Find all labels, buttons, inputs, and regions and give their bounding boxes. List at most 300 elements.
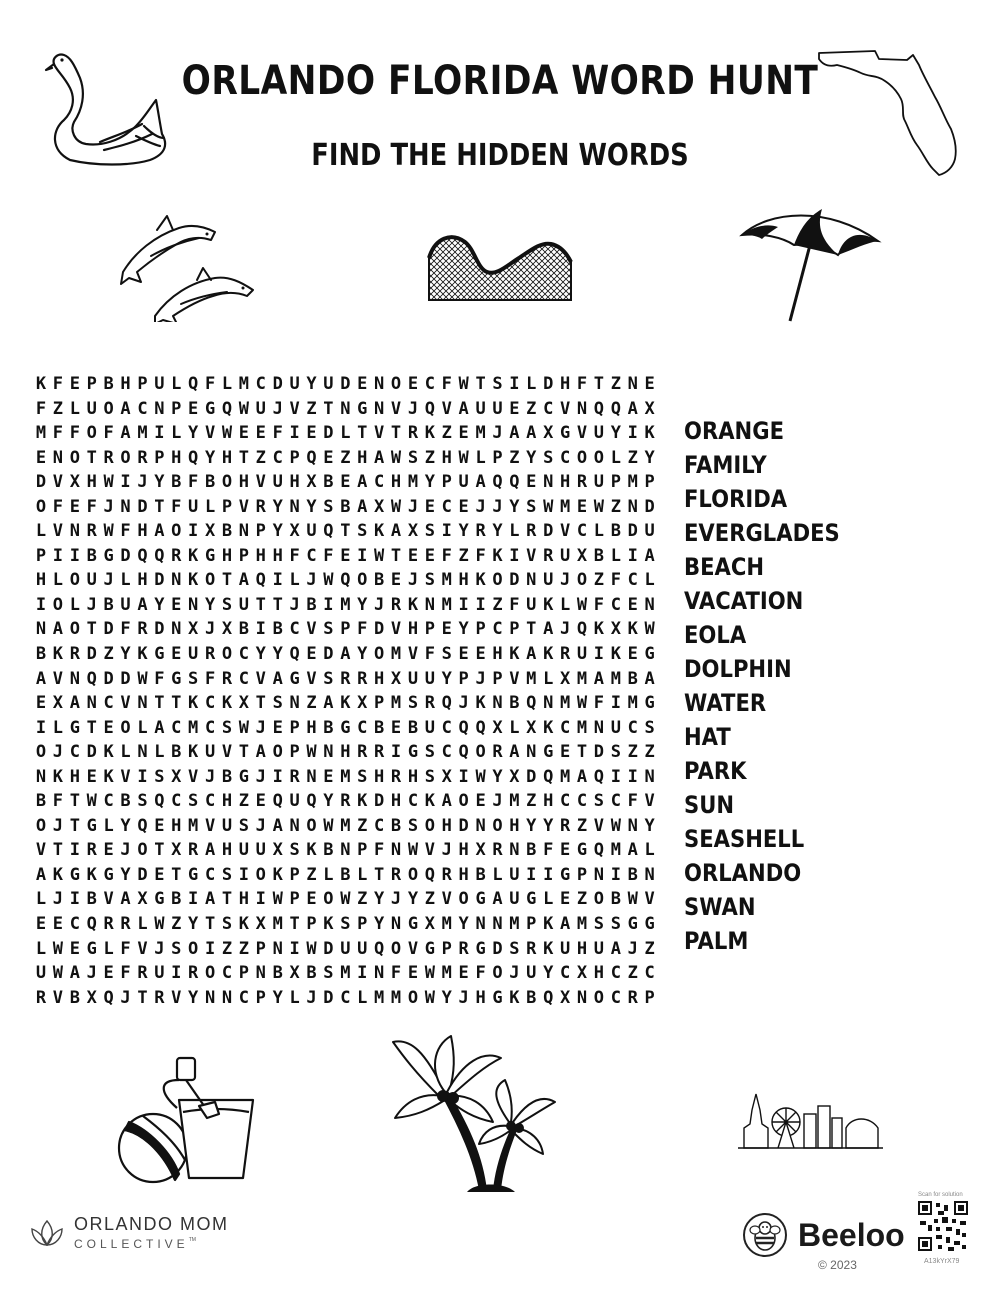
grid-letter[interactable]: F — [593, 693, 605, 714]
grid-letter[interactable]: C — [610, 594, 621, 615]
grid-letter[interactable]: X — [374, 496, 385, 517]
grid-letter[interactable]: H — [137, 570, 148, 591]
grid-letter[interactable]: Z — [306, 864, 317, 885]
grid-letter[interactable]: K — [188, 742, 199, 763]
grid-letter[interactable]: P — [492, 668, 503, 689]
grid-letter[interactable]: A — [154, 521, 165, 542]
grid-letter[interactable]: S — [492, 374, 503, 394]
grid-letter[interactable]: D — [120, 668, 131, 689]
grid-letter[interactable]: G — [475, 938, 486, 959]
grid-letter[interactable]: P — [255, 521, 266, 542]
grid-letter[interactable]: N — [627, 496, 638, 517]
grid-letter[interactable]: D — [154, 619, 165, 640]
grid-letter[interactable]: E — [103, 963, 114, 984]
grid-letter[interactable]: J — [492, 791, 503, 812]
grid-letter[interactable]: Q — [526, 693, 537, 714]
grid-letter[interactable]: R — [390, 594, 402, 615]
grid-letter[interactable]: Y — [272, 496, 283, 517]
grid-letter[interactable]: F — [120, 619, 131, 640]
grid-letter[interactable]: F — [441, 545, 452, 566]
grid-letter[interactable]: U — [526, 963, 537, 984]
grid-letter[interactable]: W — [644, 619, 655, 640]
grid-letter[interactable]: K — [52, 766, 64, 787]
grid-letter[interactable]: E — [69, 938, 80, 959]
grid-letter[interactable]: C — [340, 987, 351, 1008]
grid-letter[interactable]: C — [559, 963, 571, 984]
grid-letter[interactable]: O — [390, 374, 402, 394]
grid-letter[interactable]: N — [374, 374, 385, 394]
grid-letter[interactable]: N — [35, 619, 47, 640]
grid-letter[interactable]: K — [509, 644, 520, 665]
grid-letter[interactable]: Z — [255, 447, 266, 468]
grid-letter[interactable]: Y — [154, 594, 165, 615]
grid-letter[interactable]: A — [509, 423, 520, 444]
grid-letter[interactable]: I — [154, 423, 165, 444]
grid-letter[interactable]: F — [441, 374, 452, 394]
grid-letter[interactable]: Y — [188, 987, 199, 1008]
grid-letter[interactable]: U — [424, 717, 435, 738]
grid-letter[interactable]: E — [52, 914, 64, 935]
grid-letter[interactable]: V — [509, 668, 520, 689]
grid-letter[interactable]: A — [374, 447, 385, 468]
grid-letter[interactable]: D — [340, 374, 351, 394]
grid-letter[interactable]: H — [357, 447, 368, 468]
grid-letter[interactable]: I — [441, 521, 452, 542]
grid-letter[interactable]: N — [255, 963, 266, 984]
grid-letter[interactable]: E — [644, 374, 655, 394]
grid-letter[interactable]: X — [52, 693, 64, 714]
grid-letter[interactable]: D — [154, 570, 165, 591]
grid-letter[interactable]: T — [204, 914, 216, 935]
grid-letter[interactable]: G — [188, 864, 199, 885]
grid-letter[interactable]: B — [340, 496, 351, 517]
grid-letter[interactable]: G — [644, 914, 655, 935]
grid-letter[interactable]: J — [86, 594, 97, 615]
grid-letter[interactable]: X — [171, 840, 182, 861]
grid-letter[interactable]: N — [306, 766, 317, 787]
grid-letter[interactable]: T — [272, 594, 283, 615]
grid-letter[interactable]: S — [238, 815, 249, 836]
grid-letter[interactable]: P — [610, 472, 621, 493]
grid-letter[interactable]: Z — [526, 791, 537, 812]
grid-letter[interactable]: E — [306, 644, 317, 665]
grid-letter[interactable]: T — [137, 987, 148, 1008]
grid-letter[interactable]: R — [475, 521, 486, 542]
grid-letter[interactable]: Y — [154, 472, 165, 493]
grid-letter[interactable]: X — [86, 987, 97, 1008]
grid-letter[interactable]: S — [289, 840, 300, 861]
grid-letter[interactable]: Q — [424, 398, 435, 419]
grid-letter[interactable]: G — [154, 644, 165, 665]
grid-letter[interactable]: D — [627, 521, 638, 542]
grid-letter[interactable]: P — [644, 987, 655, 1008]
grid-letter[interactable]: K — [52, 644, 64, 665]
grid-letter[interactable]: M — [407, 472, 419, 493]
grid-letter[interactable]: Y — [644, 447, 655, 468]
grid-letter[interactable]: C — [103, 693, 114, 714]
grid-letter[interactable]: E — [171, 644, 182, 665]
grid-letter[interactable]: Z — [610, 496, 621, 517]
grid-letter[interactable]: C — [559, 447, 571, 468]
grid-letter[interactable]: V — [255, 668, 266, 689]
grid-letter[interactable]: Q — [593, 398, 605, 419]
grid-letter[interactable]: N — [526, 570, 537, 591]
grid-letter[interactable]: G — [204, 545, 216, 566]
grid-letter[interactable]: U — [188, 496, 199, 517]
grid-letter[interactable]: Z — [644, 742, 655, 763]
grid-letter[interactable]: C — [103, 791, 114, 812]
grid-letter[interactable]: S — [644, 717, 655, 738]
grid-letter[interactable]: X — [272, 840, 283, 861]
grid-letter[interactable]: N — [374, 398, 385, 419]
grid-letter[interactable]: G — [576, 840, 588, 861]
grid-letter[interactable]: K — [188, 570, 199, 591]
grid-letter[interactable]: L — [289, 570, 300, 591]
grid-letter[interactable]: Q — [137, 815, 148, 836]
grid-letter[interactable]: H — [593, 963, 605, 984]
grid-letter[interactable]: O — [188, 938, 199, 959]
grid-letter[interactable]: B — [272, 963, 283, 984]
grid-letter[interactable]: K — [323, 914, 334, 935]
grid-letter[interactable]: P — [238, 545, 249, 566]
grid-letter[interactable]: Y — [357, 644, 368, 665]
grid-letter[interactable]: R — [69, 644, 80, 665]
grid-letter[interactable]: P — [238, 963, 249, 984]
grid-letter[interactable]: U — [559, 545, 571, 566]
grid-letter[interactable]: Z — [441, 423, 452, 444]
grid-letter[interactable]: A — [627, 840, 638, 861]
grid-letter[interactable]: B — [69, 987, 80, 1008]
grid-letter[interactable]: M — [272, 914, 283, 935]
grid-letter[interactable]: H — [390, 472, 402, 493]
grid-letter[interactable]: A — [610, 938, 621, 959]
grid-letter[interactable]: A — [576, 766, 588, 787]
grid-letter[interactable]: J — [559, 570, 571, 591]
grid-letter[interactable]: Z — [221, 938, 233, 959]
grid-letter[interactable]: I — [357, 545, 368, 566]
grid-letter[interactable]: O — [137, 840, 148, 861]
grid-letter[interactable]: U — [204, 742, 216, 763]
grid-letter[interactable]: E — [340, 545, 351, 566]
grid-letter[interactable]: G — [492, 987, 503, 1008]
grid-letter[interactable]: C — [610, 791, 621, 812]
grid-letter[interactable]: C — [204, 693, 216, 714]
grid-letter[interactable]: F — [627, 791, 638, 812]
grid-letter[interactable]: N — [188, 594, 199, 615]
grid-letter[interactable]: T — [526, 619, 537, 640]
grid-letter[interactable]: E — [86, 766, 97, 787]
grid-letter[interactable]: X — [441, 766, 452, 787]
grid-letter[interactable]: H — [475, 987, 486, 1008]
grid-letter[interactable]: S — [221, 594, 233, 615]
grid-letter[interactable]: R — [154, 987, 165, 1008]
grid-letter[interactable]: R — [374, 742, 385, 763]
grid-letter[interactable]: A — [272, 668, 283, 689]
grid-letter[interactable]: A — [120, 889, 131, 910]
grid-letter[interactable]: Z — [576, 889, 588, 910]
grid-letter[interactable]: R — [458, 938, 469, 959]
grid-letter[interactable]: D — [644, 496, 655, 517]
grid-letter[interactable]: L — [340, 423, 351, 444]
grid-letter[interactable]: F — [475, 545, 486, 566]
grid-letter[interactable]: U — [509, 889, 520, 910]
grid-letter[interactable]: A — [69, 693, 80, 714]
grid-letter[interactable]: X — [559, 668, 571, 689]
grid-letter[interactable]: S — [407, 693, 419, 714]
grid-letter[interactable]: I — [323, 594, 334, 615]
grid-letter[interactable]: O — [593, 889, 605, 910]
grid-letter[interactable]: V — [120, 766, 131, 787]
grid-letter[interactable]: B — [86, 545, 97, 566]
grid-letter[interactable]: T — [52, 840, 64, 861]
grid-letter[interactable]: N — [576, 398, 588, 419]
grid-letter[interactable]: H — [509, 815, 520, 836]
grid-letter[interactable]: K — [610, 644, 621, 665]
grid-letter[interactable]: Y — [458, 521, 469, 542]
grid-letter[interactable]: D — [137, 496, 148, 517]
grid-letter[interactable]: R — [137, 963, 148, 984]
grid-letter[interactable]: J — [154, 938, 165, 959]
grid-letter[interactable]: L — [357, 987, 368, 1008]
grid-letter[interactable]: H — [407, 766, 419, 787]
grid-letter[interactable]: T — [576, 742, 588, 763]
grid-letter[interactable]: A — [272, 815, 283, 836]
grid-letter[interactable]: Y — [526, 447, 537, 468]
grid-letter[interactable]: Y — [374, 914, 385, 935]
grid-letter[interactable]: B — [171, 472, 182, 493]
grid-letter[interactable]: F — [593, 594, 605, 615]
grid-letter[interactable]: K — [593, 619, 605, 640]
grid-letter[interactable]: V — [559, 398, 571, 419]
grid-letter[interactable]: H — [559, 374, 571, 394]
grid-letter[interactable]: X — [475, 840, 486, 861]
grid-letter[interactable]: U — [255, 398, 266, 419]
grid-letter[interactable]: V — [390, 619, 402, 640]
grid-letter[interactable]: I — [458, 766, 469, 787]
grid-letter[interactable]: N — [526, 742, 537, 763]
grid-letter[interactable]: U — [559, 938, 571, 959]
grid-letter[interactable]: G — [69, 864, 80, 885]
grid-letter[interactable]: G — [103, 545, 114, 566]
grid-letter[interactable]: B — [509, 693, 520, 714]
grid-letter[interactable]: F — [424, 644, 435, 665]
grid-letter[interactable]: H — [69, 766, 80, 787]
grid-letter[interactable]: G — [357, 398, 368, 419]
grid-letter[interactable]: O — [35, 742, 47, 763]
grid-letter[interactable]: B — [103, 374, 114, 394]
grid-letter[interactable]: A — [593, 668, 605, 689]
grid-letter[interactable]: E — [475, 644, 486, 665]
grid-letter[interactable]: W — [272, 889, 283, 910]
grid-letter[interactable]: C — [644, 963, 655, 984]
grid-letter[interactable]: E — [323, 447, 334, 468]
grid-letter[interactable]: N — [509, 840, 520, 861]
grid-letter[interactable]: H — [238, 889, 249, 910]
grid-letter[interactable]: S — [526, 496, 537, 517]
grid-letter[interactable]: C — [576, 521, 588, 542]
grid-letter[interactable]: R — [526, 938, 537, 959]
grid-letter[interactable]: G — [644, 644, 655, 665]
grid-letter[interactable]: E — [255, 791, 266, 812]
grid-letter[interactable]: B — [103, 594, 114, 615]
grid-letter[interactable]: Q — [86, 914, 97, 935]
grid-letter[interactable]: C — [171, 791, 182, 812]
grid-letter[interactable]: E — [103, 717, 114, 738]
grid-letter[interactable]: J — [86, 963, 97, 984]
grid-letter[interactable]: T — [154, 840, 165, 861]
grid-letter[interactable]: E — [509, 398, 520, 419]
grid-letter[interactable]: R — [35, 987, 47, 1008]
grid-letter[interactable]: T — [255, 594, 266, 615]
grid-letter[interactable]: K — [357, 791, 368, 812]
grid-letter[interactable]: L — [323, 864, 334, 885]
grid-letter[interactable]: M — [374, 987, 385, 1008]
grid-letter[interactable]: P — [255, 987, 266, 1008]
grid-letter[interactable]: T — [238, 447, 249, 468]
grid-letter[interactable]: O — [306, 815, 317, 836]
grid-letter[interactable]: A — [35, 864, 47, 885]
grid-letter[interactable]: M — [441, 570, 452, 591]
grid-letter[interactable]: Y — [644, 815, 655, 836]
grid-letter[interactable]: E — [458, 423, 469, 444]
grid-letter[interactable]: J — [441, 840, 452, 861]
grid-letter[interactable]: I — [272, 570, 283, 591]
grid-letter[interactable]: H — [221, 840, 233, 861]
grid-letter[interactable]: T — [390, 423, 402, 444]
grid-letter[interactable]: D — [492, 938, 503, 959]
grid-letter[interactable]: P — [221, 496, 233, 517]
grid-letter[interactable]: B — [526, 840, 537, 861]
grid-letter[interactable]: A — [627, 398, 638, 419]
grid-letter[interactable]: O — [492, 963, 503, 984]
grid-letter[interactable]: J — [255, 766, 266, 787]
grid-letter[interactable]: L — [52, 570, 64, 591]
grid-letter[interactable]: E — [576, 496, 588, 517]
grid-letter[interactable]: N — [492, 914, 503, 935]
grid-letter[interactable]: P — [289, 889, 300, 910]
grid-letter[interactable]: A — [357, 496, 368, 517]
grid-letter[interactable]: Y — [458, 914, 469, 935]
grid-letter[interactable]: H — [120, 374, 131, 394]
grid-letter[interactable]: O — [357, 570, 368, 591]
grid-letter[interactable]: J — [458, 693, 469, 714]
grid-letter[interactable]: W — [424, 987, 435, 1008]
grid-letter[interactable]: M — [188, 717, 199, 738]
grid-letter[interactable]: J — [103, 496, 114, 517]
grid-letter[interactable]: R — [407, 423, 419, 444]
grid-letter[interactable]: C — [610, 963, 621, 984]
grid-letter[interactable]: M — [340, 766, 351, 787]
grid-letter[interactable]: I — [52, 545, 64, 566]
grid-letter[interactable]: E — [424, 496, 435, 517]
grid-letter[interactable]: P — [458, 668, 469, 689]
grid-letter[interactable]: A — [35, 668, 47, 689]
grid-letter[interactable]: R — [492, 742, 503, 763]
grid-letter[interactable]: U — [509, 864, 520, 885]
grid-letter[interactable]: N — [627, 815, 638, 836]
grid-letter[interactable]: O — [390, 938, 402, 959]
grid-letter[interactable]: F — [120, 963, 131, 984]
grid-letter[interactable]: K — [424, 791, 435, 812]
grid-letter[interactable]: H — [441, 447, 452, 468]
grid-letter[interactable]: F — [509, 594, 520, 615]
grid-letter[interactable]: A — [390, 521, 402, 542]
grid-letter[interactable]: L — [35, 521, 47, 542]
grid-letter[interactable]: R — [86, 840, 97, 861]
grid-letter[interactable]: J — [407, 570, 419, 591]
grid-letter[interactable]: R — [357, 742, 368, 763]
grid-letter[interactable]: R — [120, 914, 131, 935]
grid-letter[interactable]: U — [272, 472, 283, 493]
grid-letter[interactable]: G — [424, 938, 435, 959]
grid-letter[interactable]: U — [340, 938, 351, 959]
grid-letter[interactable]: L — [35, 938, 47, 959]
grid-letter[interactable]: Y — [188, 914, 199, 935]
grid-letter[interactable]: C — [238, 987, 249, 1008]
grid-letter[interactable]: E — [559, 840, 571, 861]
grid-letter[interactable]: T — [221, 889, 233, 910]
grid-letter[interactable]: Y — [492, 521, 503, 542]
grid-letter[interactable]: Q — [306, 447, 317, 468]
grid-letter[interactable]: V — [526, 545, 537, 566]
grid-letter[interactable]: B — [593, 545, 605, 566]
grid-letter[interactable]: U — [154, 374, 165, 394]
grid-letter[interactable]: H — [543, 791, 554, 812]
grid-letter[interactable]: W — [543, 496, 554, 517]
grid-letter[interactable]: B — [374, 717, 385, 738]
grid-letter[interactable]: R — [86, 521, 97, 542]
grid-letter[interactable]: C — [374, 815, 385, 836]
grid-letter[interactable]: S — [340, 914, 351, 935]
grid-letter[interactable]: J — [390, 889, 402, 910]
grid-letter[interactable]: W — [627, 889, 638, 910]
grid-letter[interactable]: A — [475, 472, 486, 493]
grid-letter[interactable]: G — [475, 889, 486, 910]
grid-letter[interactable]: L — [171, 374, 182, 394]
grid-letter[interactable]: H — [458, 840, 469, 861]
grid-letter[interactable]: V — [576, 423, 588, 444]
grid-letter[interactable]: T — [374, 864, 385, 885]
grid-letter[interactable]: E — [35, 693, 47, 714]
grid-letter[interactable]: S — [221, 717, 233, 738]
grid-letter[interactable]: V — [52, 472, 64, 493]
grid-letter[interactable]: S — [593, 791, 605, 812]
grid-letter[interactable]: N — [137, 693, 148, 714]
grid-letter[interactable]: N — [390, 840, 402, 861]
grid-letter[interactable]: W — [610, 815, 621, 836]
grid-letter[interactable]: S — [171, 938, 182, 959]
grid-letter[interactable]: B — [627, 668, 638, 689]
grid-letter[interactable]: F — [204, 668, 216, 689]
grid-letter[interactable]: E — [458, 496, 469, 517]
grid-letter[interactable]: W — [593, 496, 605, 517]
grid-letter[interactable]: N — [289, 693, 300, 714]
grid-letter[interactable]: A — [52, 619, 64, 640]
grid-letter[interactable]: I — [120, 472, 131, 493]
grid-letter[interactable]: J — [255, 815, 266, 836]
grid-letter[interactable]: V — [52, 521, 64, 542]
grid-letter[interactable]: M — [610, 668, 621, 689]
grid-letter[interactable]: I — [610, 864, 621, 885]
grid-letter[interactable]: W — [390, 447, 402, 468]
grid-letter[interactable]: S — [424, 766, 435, 787]
grid-letter[interactable]: X — [357, 693, 368, 714]
grid-letter[interactable]: C — [441, 742, 452, 763]
grid-letter[interactable]: M — [475, 423, 486, 444]
grid-letter[interactable]: V — [593, 815, 605, 836]
grid-letter[interactable]: Z — [306, 398, 317, 419]
grid-letter[interactable]: S — [424, 742, 435, 763]
